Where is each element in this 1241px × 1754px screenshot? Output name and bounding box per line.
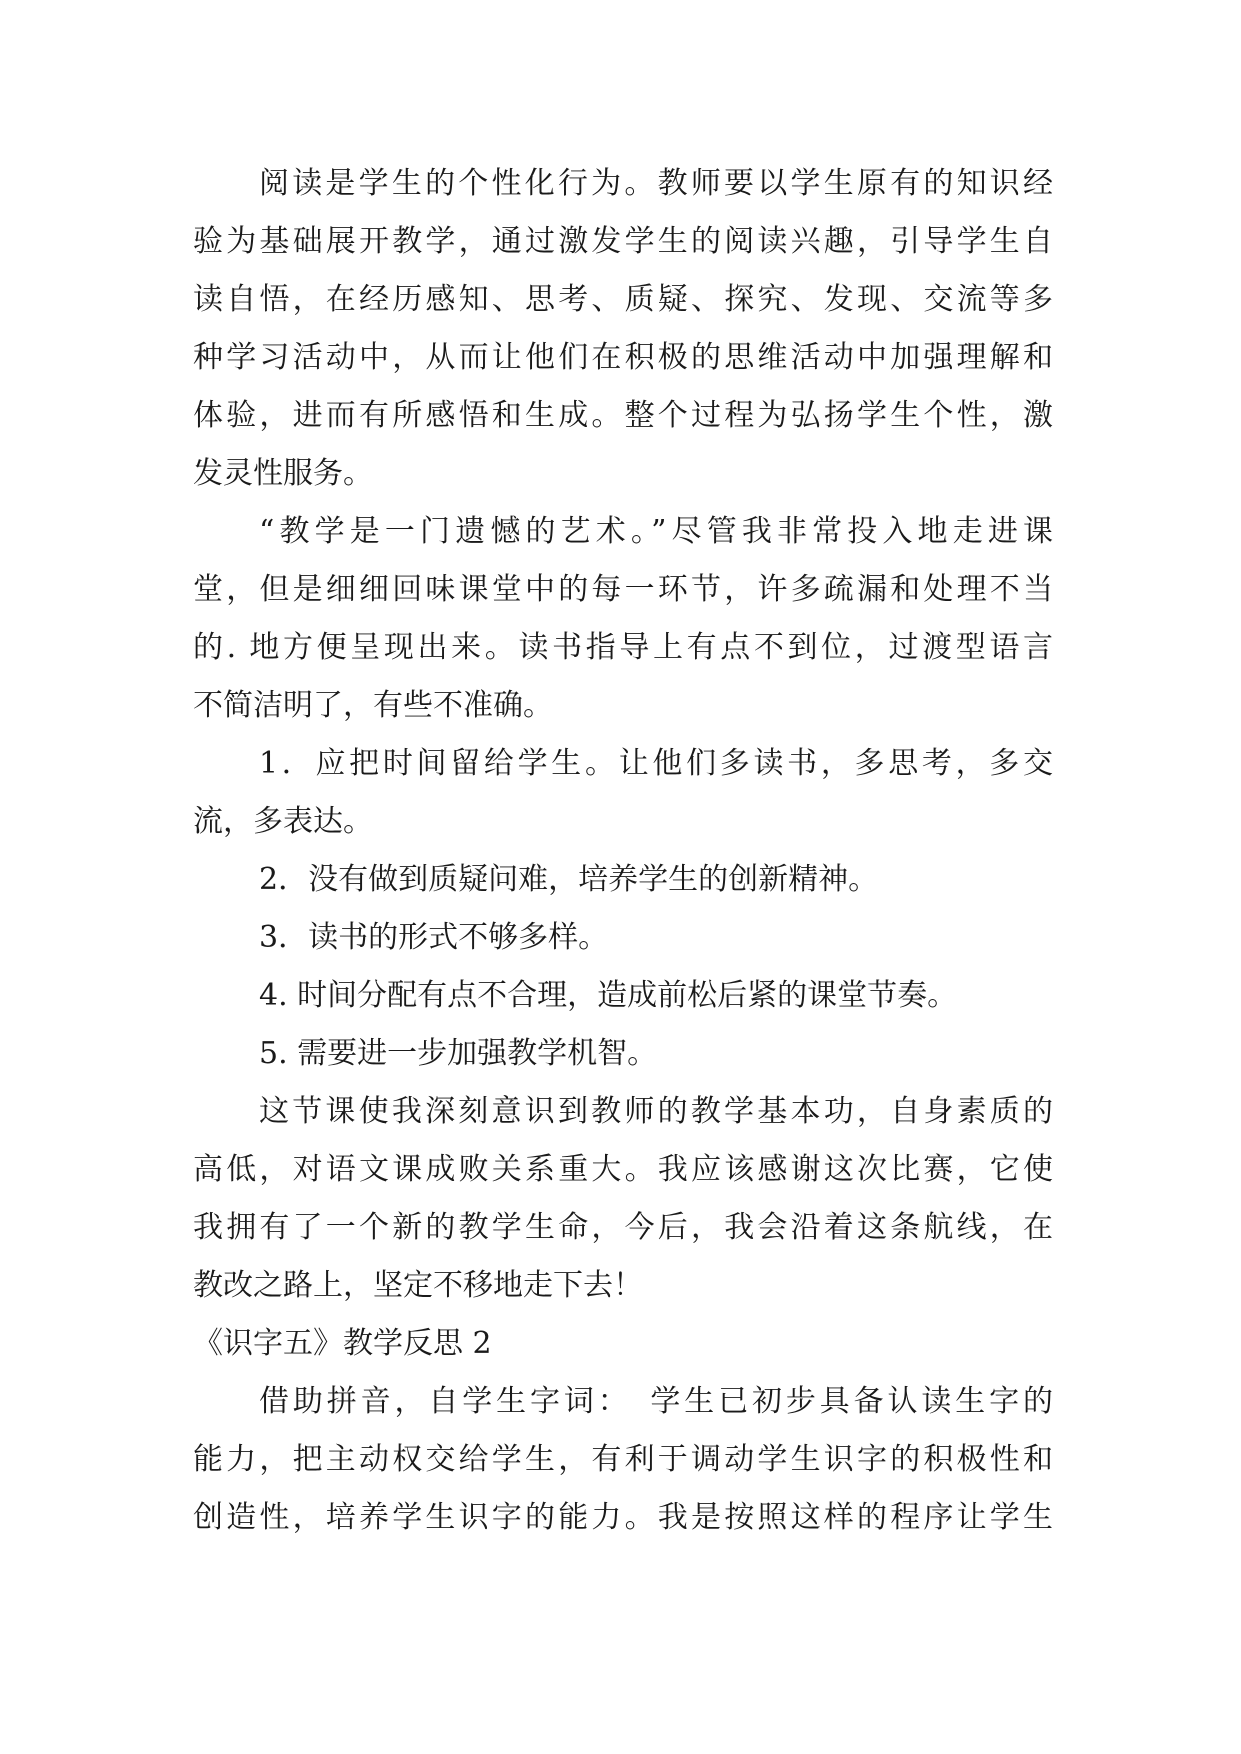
paragraph-2-line-4: 不简洁明了，有些不准确。	[193, 688, 553, 723]
list-item-2: 2．没有做到质疑问难，培养学生的创新精神。	[259, 862, 879, 897]
paragraph-3-line-1: 这节课使我深刻意识到教师的教学基本功，自身素质的	[259, 1094, 1053, 1129]
paragraph-1-line-1: 阅读是学生的个性化行为。教师要以学生原有的知识经	[259, 166, 1053, 201]
paragraph-4-line-2: 能力，把主动权交给学生，有利于调动学生识字的积极性和	[193, 1442, 1053, 1477]
list-item-1-line-1: 1．应把时间留给学生。让他们多读书，多思考，多交	[259, 746, 1053, 781]
paragraph-2-line-3: 的. 地方便呈现出来。读书指导上有点不到位，过渡型语言	[193, 630, 1053, 665]
paragraph-1-line-3: 读自悟，在经历感知、思考、质疑、探究、发现、交流等多	[193, 282, 1053, 317]
paragraph-2-line-2: 堂，但是细细回味课堂中的每一环节，许多疏漏和处理不当	[193, 572, 1053, 607]
paragraph-1-line-4: 种学习活动中，从而让他们在积极的思维活动中加强理解和	[193, 340, 1053, 375]
list-item-3: 3．读书的形式不够多样。	[259, 920, 609, 955]
paragraph-3-line-2: 高低，对语文课成败关系重大。我应该感谢这次比赛，它使	[193, 1152, 1053, 1187]
document-page	[193, 162, 1053, 1722]
paragraph-2-line-1: “教学是一门遗憾的艺术。”尽管我非常投入地走进课	[259, 514, 1053, 549]
list-item-5: 5. 需要进一步加强教学机智。	[259, 1036, 658, 1071]
paragraph-1-line-5: 体验，进而有所感悟和生成。整个过程为弘扬学生个性，激	[193, 398, 1053, 433]
paragraph-4-line-3: 创造性，培养学生识字的能力。我是按照这样的程序让学生	[193, 1500, 1053, 1535]
paragraph-1-line-2: 验为基础展开教学，通过激发学生的阅读兴趣，引导学生自	[193, 224, 1053, 259]
paragraph-3-line-4: 教改之路上，坚定不移地走下去！	[193, 1268, 643, 1303]
list-item-1-line-2: 流，多表达。	[193, 804, 373, 839]
paragraph-3-line-3: 我拥有了一个新的教学生命，今后，我会沿着这条航线，在	[193, 1210, 1053, 1245]
section-heading: 《识字五》教学反思 2	[193, 1326, 492, 1361]
paragraph-1-line-6: 发灵性服务。	[193, 456, 373, 491]
list-item-4: 4. 时间分配有点不合理，造成前松后紧的课堂节奏。	[259, 978, 958, 1013]
paragraph-4-line-1: 借助拼音，自学生字词： 学生已初步具备认读生字的	[259, 1384, 1053, 1419]
